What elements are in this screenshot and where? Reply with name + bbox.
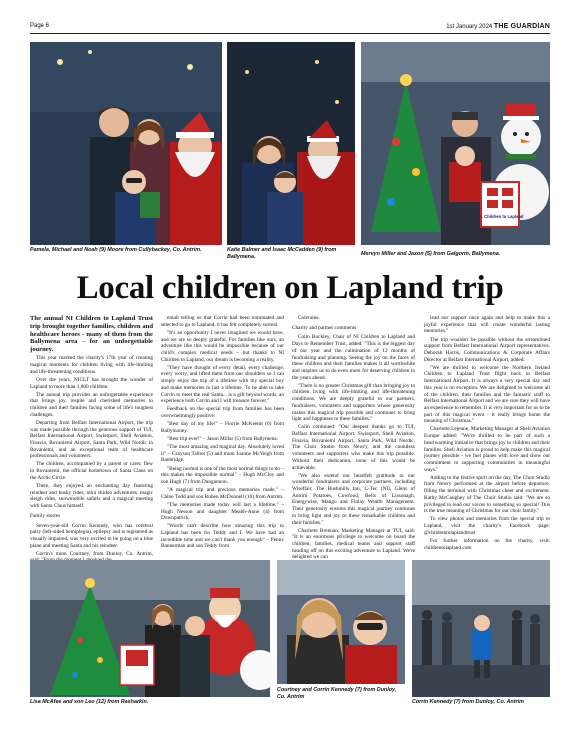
article-paragraph: Adding to the festive spirit on the day, The Choir Studio from Newry performed at the airport before departure, filling the terminal with Christmas cheer and excitement. Kathy McCaughey of The Choir Studio said: "We are so privileged to lead our voices to something so special! This is the true meaning of Christmas for our choir family." <box>424 474 550 515</box>
photo-moore-family <box>30 42 222 245</box>
header-rule <box>30 33 550 34</box>
article-paragraph: There, they enjoyed an enchanting day featuring reindeer and husky rides, mini skidoo adventures, magic sleigh rides, snowmobile safaris and a magical meeting with Santa Claus himself. <box>30 482 153 510</box>
caption-miller-family: Mervyn Miller and Jaxon (5) from Galgorm, Ballymena. <box>361 251 501 257</box>
article-paragraph: For further information on the charity, visit: childrentolapland.com <box>424 537 550 551</box>
page-number: Page 6 <box>30 23 50 29</box>
balmer-mccadden-image <box>227 42 355 245</box>
article-paragraph: "There is no greater Christmas gift than bringing joy to children living with life-limiting and life-threatening conditions. We are deeply grateful to our partners, fundraisers, volunteers and supporters whose generosity makes this magical trip possible and continues to bring light and happiness to these families." <box>292 382 415 423</box>
masthead: THE GUARDIAN <box>493 23 550 30</box>
article-column-2 <box>161 315 284 555</box>
article-paragraph: "We also extend our heartfelt gratitude to our wonderful fundraisers and corporate partners, including Wiseflair, The Bushmills Inn, C-Tec (NI), Glens of Antrim Potatoes, Cowfood, Bells of Lissonagh, Energywise, Mango and Finlay Wealth Management. Their generosity ensures this magical journey continues to bring light and joy to these remarkable children and their families." <box>292 472 415 526</box>
article-paragraph: "Being normal is one of the most normal things to do – this makes the impossible normal" – Hugh McCloy and son Hugh (7) from Dungannon. <box>161 465 284 485</box>
article-paragraph: Charlotte Brennan, Marketing Manager at TUI, said: "It is an enormous privilege to welcome on board the children, families, medical teams and support staff heading off on this exciting adventure to Lapland. We're delighted we can <box>292 527 415 561</box>
photo-corrin-kennedy <box>412 560 550 697</box>
article-paragraph: "The most amazing and magical day. Absolutely loved it" – Grayson Talbot (5) and mum Joanne McVeigh from Banbridge. <box>161 444 284 464</box>
caption-kennedy-family: Courtney and Corrin Kennedy (7) from Dunloy, Co. Antrim <box>277 687 397 700</box>
article-paragraph: "It's an opportunity I never imagined we would have, and we are so deeply grateful. For families like ours, an adventure like this would be impossible because of our child's complex medical needs – but thanks to NI Children to Lapland, our dream is becoming a reality. <box>161 329 284 363</box>
article-paragraph: "Words can't describe how amazing this trip to Lapland has been for Teddy and I. We have had an incredible time and we can't thank you enough" – Penny Bannerman and son Teddy from <box>161 523 284 550</box>
mcafee-family-image <box>30 560 270 697</box>
caption-corrin-kennedy: Corrin Kennedy (7) from Dunloy, Co. Antrim <box>412 699 524 705</box>
article-column-3 <box>292 315 415 561</box>
article-paragraph: The annual trip provides an unforgettable experience that brings joy, respite and cherished memories to children and their families facing some of life's toughest challenges. <box>30 391 153 418</box>
caption-mcafee-family: Lisa McAfee and son Leo (12) from Rasharkin. <box>30 699 149 705</box>
article-paragraph: This year marked the charity's 17th year of creating magical moments for children living with life-limiting and life-threatening conditions. <box>30 355 153 375</box>
article-paragraph: To view photos and memories from the special trip to Lapland, visit the charity's Facebook page: @childrentolaplandtrust <box>424 516 550 536</box>
photo-kennedy-family <box>277 560 405 684</box>
article-paragraph: Charlotte Lejeune, Marketing Manager at Shell Aviation Europe added: "We're thrilled to be part of such a heartwarming initiative that brings joy to children and their families. Shell Aviation is proud to help make this magical journey possible - we fuel planes with love and show our commitment to supporting communities in meaningful ways." <box>424 426 550 473</box>
article-paragraph: Departing from Belfast International Airport, the trip was made possible through the generous support of TUI, Belfast International Airport, Swissport, Shell Aviation, Finavia, Rovaniemi Airport, Santa Park, Wild Nordic in Rovaniemi, and an exceptional team of healthcare professionals and volunteers. <box>30 419 153 460</box>
article-paragraph: Seven-year-old Corrin Kennedy, who has cerebral palsy (left-sided hemiplegia), epilepsy and is registered as visually impaired, was very excited to be going on a blue plane and meeting Santa and his reindeer. <box>30 522 153 549</box>
issue-date: 1st January 2024 <box>446 24 493 30</box>
article-paragraph: Feedback on the special trip from families has been overwhelmingly positive: <box>161 406 284 420</box>
article-column-1 <box>30 315 153 557</box>
article-paragraph: The children, accompanied by a parent or carer, flew to Rovaniemi, the official hometown of Santa Claus on the Arctic Circle. <box>30 461 153 481</box>
kennedy-family-image <box>277 560 405 684</box>
trust-sign-text: N.I. Children to Lapland <box>476 214 524 219</box>
article-paragraph: "Best day of my life!" – Florrie McKeenit (6) from Ballymoney. <box>161 421 284 434</box>
article-paragraph: The trip wouldn't be possible without the streamlined support from Belfast International Airport representatives. Deborah Harris, Communications & Corporate Affairs Director at Belfast International Airport, added: <box>424 336 550 363</box>
article-subheading: Charity and partner comments <box>292 324 357 331</box>
photo-mcafee-family <box>30 560 270 697</box>
article-paragraph: lead our support once again and help to make this a joyful experience that will create wonderful lasting memories." <box>424 315 550 335</box>
article-paragraph: "We are thrilled to welcome the Northern Ireland Children to Lapland Trust flight back to Belfast International Airport. It is always a very special day and this year is no exception. We are delighted to welcome all of the children, their families and the fantastic staff to Belfast International Airport and we are sure they will have an experience to remember. It is very important for us to be part of this magical event - it really brings home the meaning of Christmas." <box>424 364 550 425</box>
article-subheading: Family stories <box>30 512 61 519</box>
photo-miller-family <box>361 42 550 245</box>
article-paragraph: "They have thought of every detail, every challenge, every worry, and lifted them from our shoulders so I can simply enjoy the trip of a lifetime with my special boy and make memories to last a lifetime. To be able to take Corrin to meet the real Santa... is a gift beyond words, an experience both Corrin and I will treasure forever." <box>161 364 284 405</box>
corrin-kennedy-image <box>412 560 550 697</box>
article-paragraph: "Best trip ever!" – Jason Millar (5) from Ballymena. <box>167 435 278 442</box>
photo-balmer-mccadden <box>227 42 355 245</box>
caption-moore-family: Pamela, Michael and Noah (9) Moore from Cullybackey, Co. Antrim. <box>30 247 202 253</box>
moore-family-image <box>30 42 222 245</box>
issue-date-masthead <box>446 23 550 30</box>
miller-family-image <box>361 42 550 245</box>
article-paragraph: email telling us that Corrin had been nominated and selected to go to Lapland, it has felt completely surreal. <box>161 315 284 328</box>
article-paragraph: "A magical trip and precious memories made." – Chloe Todd and son Ruben McDonnell (10) from Antrim. <box>161 487 284 500</box>
article-paragraph: Corrin's mum Courtney, from Dunloy, Co. Antrim, <box>36 550 153 557</box>
article-paragraph: "The memories made today will last a lifetime." – Hugh Nesson and daughter Meabh-Anne (4) from Downpatrick. <box>161 501 284 522</box>
article-paragraph: Colin Buckley, Chair of NI Children to Lapland and Days to Remember Trust, added: "This is the biggest day of our year and the culmination of 12 months of fundraising and planning. Seeing the joy on the faces of these children and their families makes it all worthwhile and inspires us to do even more for deserving children in the years ahead. <box>292 334 415 381</box>
article-paragraph: Coleraine. <box>298 315 320 321</box>
article-paragraph: Colin continued: "Our deepest thanks go to TUI, Belfast International Airport, Swissport, Shell Aviation, Finavia, Rovaniemi Airport, Santa Park, Wild Nordic, The Choir Studio from Newry, and the countless volunteers and supporters who make this trip possible. Without their dedication, none of this would be achievable. <box>292 424 415 471</box>
article-lead: The annual NI Children to Lapland Trust trip brought together families, children and healthcare heroes - many of them from the Ballymena area - for an unforgettable journey. <box>30 315 153 354</box>
article-paragraph: Over the years, NICLT has brought the wonder of Lapland to more than 1,800 children. <box>30 376 153 390</box>
caption-balmer-mccadden: Katie Balmer and Isaac McCadden (9) from Ballymena. <box>227 247 337 260</box>
headline: Local children on Lapland trip <box>76 270 504 306</box>
